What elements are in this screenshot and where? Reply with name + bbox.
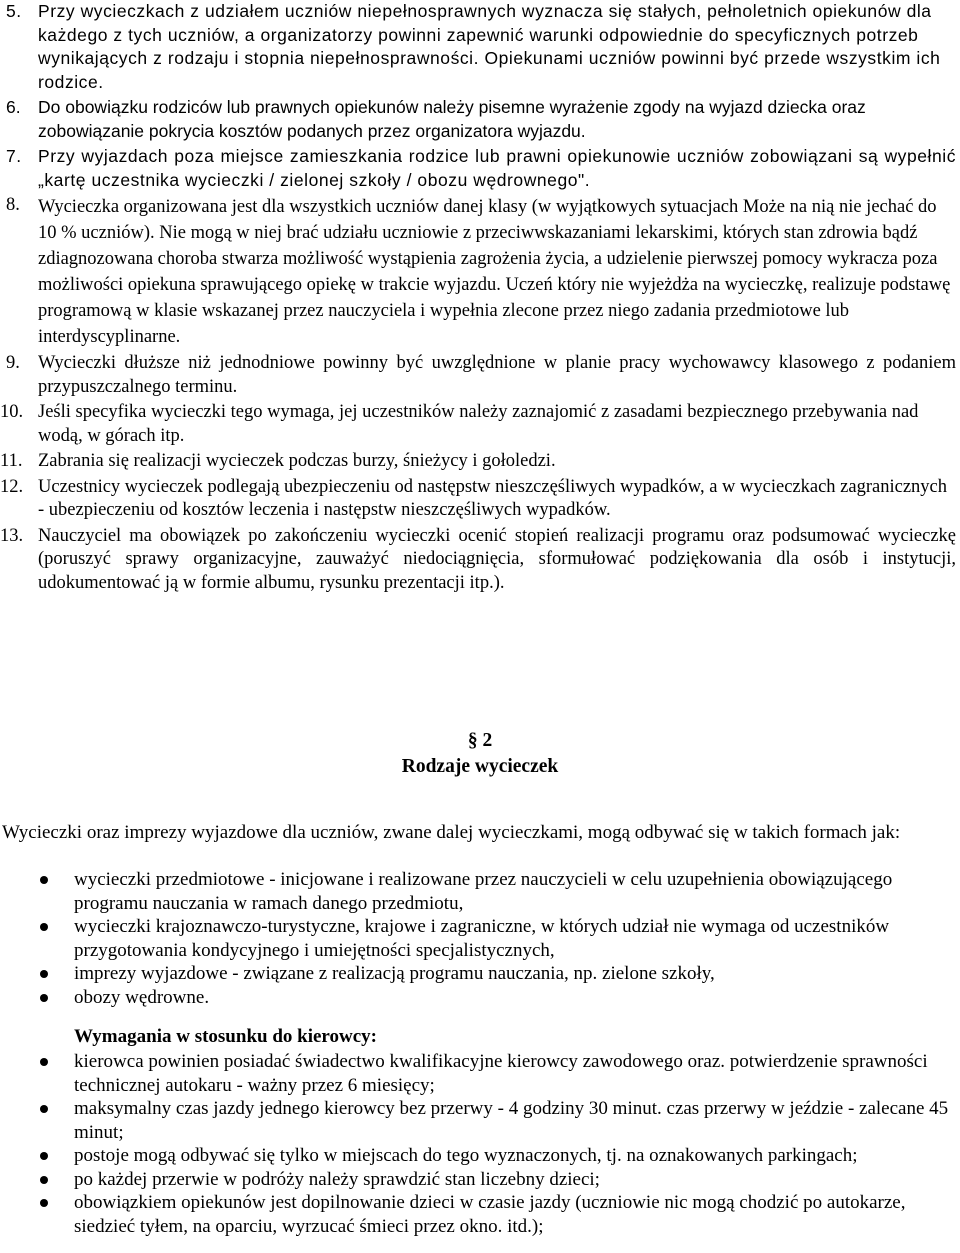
- item-text: postoje mogą odbywać się tylko w miejscach do tego wyznaczonych, tj. na oznakowanych parkingach;: [74, 1145, 858, 1166]
- item-text: Wycieczka organizowana jest dla wszystkich uczniów danej klasy (w wyjątkowych sytuacjach Może na nią nie jechać do 10 % uczniów). Nie mogą w niej brać udziału uczniowie z przeciwwskazaniami lekarskimi, których stan zdrowia bądź zdiagnozowana choroba stwarza możliwość wystąpienia zagrożenia życia, a udzielenie pierwszej pomocy wykracza poza możliwości opiekuna sprawującego opiekę w trakcie wyjazdu. Uczeń który nie wyjeżdża na wycieczkę, realizuje podstawę programową w klasie wskazanej przez nauczyciela i wypełnia zlecone przez niego zadania przedmiotowe lub interdyscyplinarne.: [38, 197, 951, 347]
- bullet-icon: [40, 994, 48, 1002]
- item-number: 13.: [0, 525, 24, 546]
- list-item: [0, 1168, 960, 1192]
- item-text: Przy wycieczkach z udziałem uczniów niepełnosprawnych wyznacza się stałych, pełnoletnich opiekunów dla każdego z tych uczniów, a organizatorzy powinni zapewnić warunki odpowiednie do specyficznych potrzeb wynikających z rodzaju i stopnia niepełnosprawności. Opiekunami uczniów powinni być przede wszystkim ich rodzice.: [38, 1, 941, 92]
- list-item: [0, 450, 956, 474]
- item-number: 10.: [0, 402, 24, 422]
- list-item: [6, 352, 956, 399]
- list-item: [6, 145, 956, 192]
- section-title: Rodzaje wycieczek: [401, 756, 559, 777]
- item-number: 7.: [6, 146, 22, 166]
- list-item: [0, 401, 956, 448]
- list-item: [0, 1097, 960, 1144]
- item-text: kierowca powinien posiadać świadectwo kwalifikacyjne kierowcy zawodowego oraz. potwierdzenie sprawności technicznej autokaru - ważny przez 6 miesięcy;: [74, 1051, 928, 1096]
- item-text: obozy wędrowne.: [74, 986, 210, 1008]
- list-item: [0, 986, 960, 1010]
- list-item: [0, 476, 956, 523]
- bullet-icon: [40, 923, 48, 931]
- item-text: Jeśli specyfika wycieczki tego wymaga, jej uczestników należy zaznajomić z zasadami bezpiecznego przebywania nad wodą, w górach itp.: [38, 402, 919, 446]
- item-number: 6.: [6, 97, 21, 117]
- bullet-icon: [40, 876, 48, 884]
- item-text: wycieczki przedmiotowe - inicjowane i realizowane przez nauczycieli w celu uzupełnienia obowiązującego programu nauczania w ramach danego przedmiotu,: [74, 869, 893, 914]
- item-number: 5.: [6, 1, 22, 21]
- bullet-icon: [40, 1105, 48, 1113]
- intro-paragraph: Wycieczki oraz imprezy wyjazdowe dla uczniów, zwane dalej wycieczkami, mogą odbywać się w takich formach jak:: [2, 822, 901, 843]
- numbered-rules-list: [0, 0, 956, 595]
- bullet-icon: [40, 970, 48, 978]
- item-text: Przy wyjazdach poza miejsce zamieszkania rodzice lub prawni opiekunowie uczniów zobowiązani są wypełnić „kartę uczestnika wycieczki / zielonej szkoły / obozu wędrownego".: [38, 146, 956, 190]
- bullet-icon: [40, 1176, 48, 1184]
- bullet-icon: [40, 1058, 48, 1066]
- list-item: [0, 915, 960, 962]
- trip-forms-list: [0, 868, 960, 1009]
- list-item: [0, 868, 960, 915]
- driver-requirements-list: [0, 1050, 960, 1238]
- item-text: maksymalny czas jazdy jednego kierowcy bez przerwy - 4 godziny 30 minut. czas przerwy w jeździe - zalecane 45 minut;: [74, 1098, 949, 1143]
- item-number: 11.: [0, 451, 23, 471]
- item-text: Nauczyciel ma obowiązek po zakończeniu wycieczki ocenić stopień realizacji programu oraz podsumować wycieczkę (poruszyć sprawy organizacyjne, zauważyć niedociągnięcia, sformułować podziękowania dla osób i instytucji, udokumentować ją w formie albumu, rysunku prezentacji itp.).: [38, 525, 956, 593]
- list-item: [6, 96, 956, 143]
- item-text: Zabrania się realizacji wycieczek podczas burzy, śnieżycy i gołoledzi.: [38, 451, 556, 471]
- item-text: wycieczki krajoznawczo-turystyczne, krajowe i zagraniczne, w których udział nie wymaga od uczestników przygotowania kondycyjnego i umiejętności specjalistycznych,: [74, 916, 890, 961]
- list-item: [0, 1050, 960, 1097]
- item-text: Do obowiązku rodziców lub prawnych opiekunów należy pisemne wyrażenie zgody na wyjazd dziecka oraz zobowiązanie pokrycia kosztów podanych przez organizatora wyjazdu.: [38, 97, 866, 141]
- list-item: [6, 194, 956, 350]
- item-text: po każdej przerwie w podróży należy sprawdzić stan liczebny dzieci;: [74, 1168, 600, 1190]
- item-text: Uczestnicy wycieczek podlegają ubezpieczeniu od następstw nieszczęśliwych wypadków, a w wycieczkach zagranicznych - ubezpieczeniu od kosztów leczenia i następstw nieszczęśliwych wypadków.: [38, 476, 947, 520]
- item-text: imprezy wyjazdowe - związane z realizacją programu nauczania, np. zielone szkoły,: [74, 963, 715, 984]
- item-number: 8.: [6, 195, 20, 215]
- requirements-heading: Wymagania w stosunku do kierowcy:: [74, 1026, 377, 1047]
- section-number: § 2: [467, 730, 493, 751]
- item-text: obowiązkiem opiekunów jest dopilnowanie dzieci w czasie jazdy (uczniowie nic mogą chodzić po autokarze, siedzieć tyłem, na oparciu, wyrzucać śmieci przez okno. itd.);: [74, 1192, 906, 1237]
- list-item: [0, 1144, 960, 1168]
- item-number: 9.: [6, 353, 20, 373]
- bullet-icon: [40, 1199, 48, 1207]
- list-item: [6, 0, 956, 94]
- list-item: [0, 525, 956, 596]
- item-text: Wycieczki dłuższe niż jednodniowe powinny być uwzględnione w planie pracy wychowawcy klasowego z podaniem przypuszczalnego terminu.: [38, 353, 956, 397]
- list-item: [0, 1191, 960, 1238]
- item-number: 12.: [0, 476, 24, 497]
- list-item: [0, 962, 960, 986]
- bullet-icon: [40, 1152, 48, 1160]
